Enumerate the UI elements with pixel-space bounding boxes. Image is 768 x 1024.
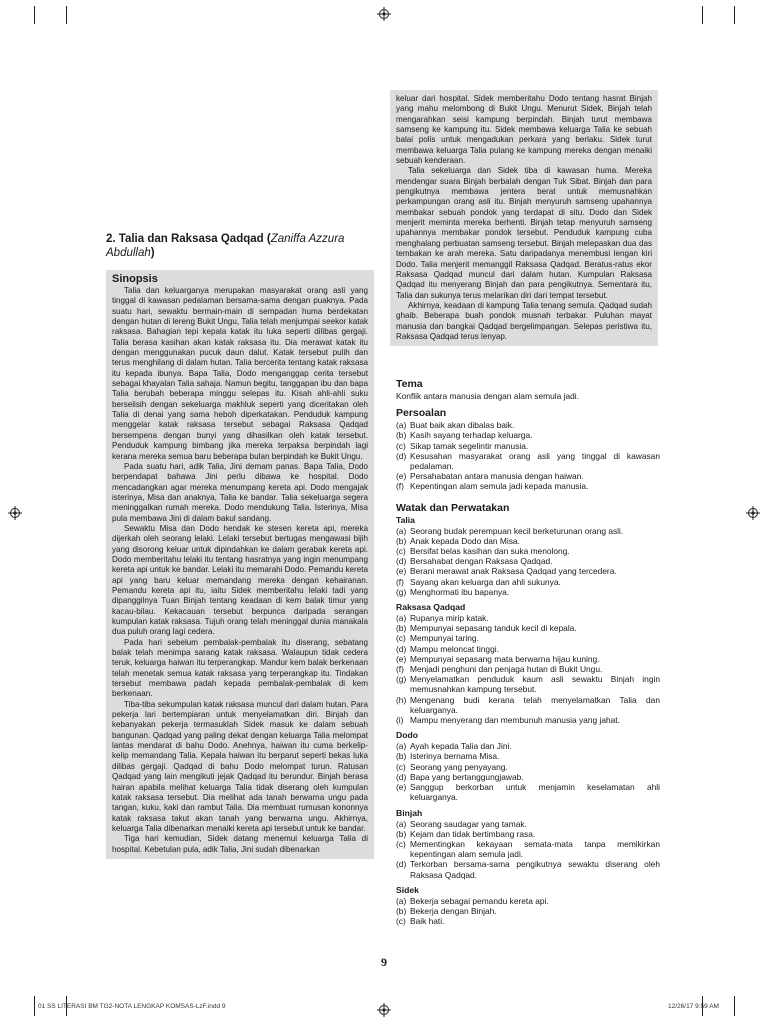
section-author: Zaniffa Azzura Abdullah [106,233,345,259]
crop-mark [34,6,35,24]
section-title [106,232,374,260]
list-item: (d) Bapa yang bertanggungjawab. [396,771,524,782]
list-item: (f) Kepentingan alam semula jadi kepada manusia. [396,481,589,492]
right-column [396,372,660,926]
sinopsis-box [106,270,374,859]
tema-text: Konflik antara manusia dengan alam semula jadi. [396,391,579,401]
sinopsis-paragraph: Pada hari sebelum pembalak-pembalak itu diserang, sebatang balak telah menimpa sarang katak raksasa. Walaupun tidak cedera teruk, keluarga haiwan itu terperangkap. Mandur kem balak berkenaan telah menetak semua katak raksasa yang terperangkap itu. Tindakan tersebut membawa padah kepada pembalak-pembalak di kem berkenaan. [112,637,368,699]
sinopsis-paragraph: Akhirnya, keadaan di kampung Talia tenang semula. Qadqad sudah ghaib. Beberapa buah pondok musnah terbakar. Puluhan mayat manusia dan bangkai Qadqad bergelimpangan. Selepas peristiwa itu, Raksasa Qadqad terus lenyap. [396,300,652,341]
list-item: (d) Kesusahan masyarakat orang asli yang tinggal di kawasan pedalaman. [396,450,660,472]
character-name: Raksasa Qadqad [396,602,466,613]
sinopsis-paragraph: Talia dan keluarganya merupakan masyarakat orang asli yang tinggal di kawasan pedalaman bersama-sama dengan puaknya. Pada suatu hari, sewaktu bermain-main di sempadan huma berdekatan dengan hutan di lereng Bukit Ungu, Talia telah menjumpai seekor katak raksasa. Bahagian tepi kepala katak itu luka seperti dilibas gergaji. Talia berasa kasihan akan katak raksasa itu. Dia merawat katak itu dengan menggunakan pucuk daun dalut. Katak tersebut pulih dan terus menghilang di dalam hutan. Talia bercerita tentang katak raksasa itu kepada ibunya. Bapa Talia, Dodo menganggap cerita tersebut sebagai khayalan Talia sahaja. Namun begitu, tanggapan ibu dan bapa Talia berubah beberapa minggu selepas itu. Kisah ahli-ahli suku berselisih dengan sekeluarga makhluk seperti yang diceritakan oleh Talia di denai yang sama heboh diperkatakan. Penduduk kampung menggelar katak raksasa tersebut sebagai Raksasa Qadqad bersempena dengan bunyi yang dihasilkan oleh katak tersebut. Penduduk kampung bimbang jika mereka terpaksa berpindah lagi kerana mereka semua baru beberapa bulan berpindah ke Bukit Ungu. [112,286,368,461]
character-traits-list [396,819,660,880]
left-column [106,232,374,859]
sinopsis-paragraph: Sewaktu Misa dan Dodo hendak ke stesen kereta api, mereka dijerkah oleh seorang lelaki. Lelaki tersebut bertugas mengawasi bijih yang disorong keluar untuk dipindahkan ke dalam gerabak kereta api. Dodo memberitahu lelaki itu tentang hasratnya yang ingin menumpang kereta api untuk ke bandar. Lelaki itu memarahi Dodo. Pemandu kereta api yang baru keluar memandang mereka dengan kehairanan. Pemandu kereta api itu, iaitu Sidek memberitahu lelaki tadi yang dipanggilnya Tuan Binjah tentang keadaan di kem balak timur yang kacau-bilau. Kekacauan tersebut berpunca daripada serangan kumpulan katak raksasa. Tujuh orang telah meninggal dunia manakala dua puluh orang lagi cedera. [112,523,368,637]
section-title-close: ) [150,247,155,259]
list-item: (d) Mampu meloncat tinggi. [396,643,499,654]
persoalan-list [396,420,660,491]
list-item: (c) Mementingkan kekayaan semata-mata tanpa memikirkan kepentingan alam semula jadi. [396,838,660,860]
list-item: (h) Mengenang budi kerana telah menyelamatkan Talia dan keluarganya. [396,694,660,715]
registration-mark-icon [746,506,760,520]
sinopsis-paragraph: Pada suatu hari, adik Talia, Jini demam panas. Bapa Talia, Dodo berpendapat bahawa Jini perlu dibawa ke hospital. Dodo mencadangkan agar mereka menumpang kereta api. Dodo mengajak isterinya, Misa dan anaknya, Talia ke bandar. Talia sekeluarga segera meninggalkan rumah mereka. Dodo mendukung Talia. Isterinya, Misa pula membawa Jini di dalam bakul sandang. [112,461,368,523]
list-item: (a) Seorang budak perempuan kecil berketurunan orang asli. [396,525,624,536]
sinopsis-paragraph: Talia sekeluarga dan Sidek tiba di kawasan huma. Mereka mendengar suara Binjah berbalah dengan Tuk Sibat. Binjah dan para pengikutnya membawa jentera berat untuk memusnahkan perkampungan orang asli itu. Binjah menyuruh samseng upahannya membakar sebuah pondok yang terdapat di situ. Dodo dan Sidek menjerit meminta mereka berhenti. Binjah tetap menyuruh samseng upahannya membakar pondok tersebut. Penduduk kampung cuba menghalang perbuatan samseng tersebut. Binjah melepaskan dua das tembakan ke arah mereka. Satu daripadanya menembusi lengan kiri Dodo. Talia menjerit memanggil Raksasa Qadqad. Beratus-ratus ekor Raksasa Qadqad muncul dari dalam hutan. Kumpulan Raksasa Qadqad itu menyerang Binjah dan para pengikutnya. Sementara itu, Talia dan sukunya terus melarikan diri dari tempat tersebut. [396,166,652,300]
list-item: (b) Bekerja dengan Binjah. [396,905,497,916]
sinopsis-paragraph: keluar dari hospital. Sidek memberitahu Dodo tentang hasrat Binjah yang mahu melombong di Bukit Ungu. Menurut Sidek, Binjah telah mengarahkan seisi kampung berpindah. Binjah turut membawa samseng ke kampung itu. Sidek membawa keluarga Talia ke sebuah balai polis untuk mengadukan perkara yang berlaku. Sidek turut membawa keluarga Talia pulang ke kampung mereka dengan menaiki sebuah kenderaan. [396,94,652,166]
footer-filename: 01 SS LITERASI BM TG2-NOTA LENGKAP KOMSAS-LzF.indd 9 [38,1003,226,1010]
character-traits-list [396,896,660,927]
list-item: (a) Buat baik akan dibalas baik. [396,420,515,431]
list-item: (c) Baik hati. [396,916,445,927]
list-item: (a) Ayah kepada Talia dan Jini. [396,741,512,752]
list-item: (a) Seorang saudagar yang tamak. [396,818,527,829]
section-number: 2. [106,233,116,245]
crop-mark [34,996,35,1016]
registration-mark-icon [377,1003,391,1017]
list-item: (f) Menjadi penghuni dan penjaga hutan di Bukit Ungu. [396,664,603,675]
section-title-text: Talia dan Raksasa Qadqad ( [118,233,271,245]
character-traits-list [396,741,660,802]
character-name: Dodo [396,730,418,741]
character-traits-list [396,613,660,725]
list-item: (c) Sikap tamak segelintir manusia. [396,440,529,451]
list-item: (c) Mempunyai taring. [396,633,479,644]
list-item: (b) Anak kepada Dodo dan Misa. [396,535,520,546]
character-name: Sidek [396,884,419,895]
list-item: (g) Menghormati ibu bapanya. [396,586,510,597]
registration-mark-icon [8,506,22,520]
tema-heading: Tema [396,378,423,390]
list-item: (a) Rupanya mirip katak. [396,613,489,624]
list-item: (d) Terkorban bersama-sama pengikutnya sewaktu diserang oleh Raksasa Qadqad. [396,859,660,880]
watak-heading: Watak dan Perwatakan [396,501,510,514]
sinopsis-paragraph: Tiga hari kemudian, Sidek datang menemui keluarga Talia di hospital. Kebetulan pula, adik Talia, Jini sudah dibenarkan [112,834,368,854]
sinopsis-paragraph: Tiba-tiba sekumpulan katak raksasa muncul dari dalam hutan. Para pekerja lari bertempiaran untuk menyelamatkan diri. Binjah dan kebanyakan pekerja termasuklah Sidek masuk ke dalam sebuah bangunan. Qadqad yang paling dekat dengan keluarga Talia melompat lantas mendarat di bahu Dodo. Anehnya, haiwan itu cuma berkelip-kelip memandang Talia. Kepala haiwan itu berparut seperti bekas luka dilibas gergaji. Qadqad di bahu Dodo melompat turun. Ratusan Qadqad yang lain mengikuti jejak Qadqad itu berundur. Binjah berasa hairan apabila melihat keluarga Talia tidak diserang oleh kumpulan katak raksasa tersebut. Dia melihat ada tanah berwarna ungu pada tangan, kuku, kaki dan rambut Talia. Dia membuat rumusan kononnya katak raksasa takut akan tanah yang berwarna ungu. Akhirnya, keluarga Talia dibenarkan menaiki kereta api tersebut untuk ke bandar. [112,699,368,833]
list-item: (d) Bersahabat dengan Raksasa Qadqad. [396,556,553,567]
list-item: (g) Menyelamatkan penduduk kaum asli sewaktu Binjah ingin memusnahkan kampung tersebut. [396,674,660,695]
character-traits-list [396,526,660,597]
list-item: (f) Sayang akan keluarga dan ahli sukunya. [396,576,561,587]
page-number: 9 [381,955,387,969]
list-item: (a) Bekerja sebagai pemandu kereta api. [396,895,549,906]
footer-timestamp: 12/26/17 9:59 AM [668,1003,719,1010]
crop-mark [734,6,735,24]
list-item: (c) Seorang yang penyayang. [396,761,508,772]
list-item: (i) Mampu menyerang dan membunuh manusia yang jahat. [396,715,620,726]
persoalan-heading: Persoalan [396,407,447,420]
registration-mark-icon [377,7,391,21]
list-item: (e) Persahabatan antara manusia dengan haiwan. [396,471,584,482]
sinopsis-heading: Sinopsis [112,273,158,285]
list-item: (e) Sanggup berkorban untuk menjamin keselamatan ahli keluarganya. [396,782,660,803]
character-name: Binjah [396,807,423,818]
crop-mark [734,996,735,1016]
list-item: (b) Kejam dan tidak bertimbang rasa. [396,828,536,839]
list-item: (e) Berani merawat anak Raksasa Qadqad yang tercedera. [396,566,617,577]
character-name: Talia [396,514,415,525]
list-item: (e) Mempunyai sepasang mata berwarna hijau kuning. [396,653,600,664]
crop-mark [66,6,67,24]
sinopsis-continued-box [390,90,658,346]
list-item: (b) Mempunyai sepasang tanduk kecil di kepala. [396,623,577,634]
list-item: (b) Isterinya bernama Misa. [396,751,500,762]
list-item: (c) Bersifat belas kasihan dan suka menolong. [396,546,570,557]
list-item: (b) Kasih sayang terhadap keluarga. [396,430,533,441]
crop-mark [702,6,703,24]
